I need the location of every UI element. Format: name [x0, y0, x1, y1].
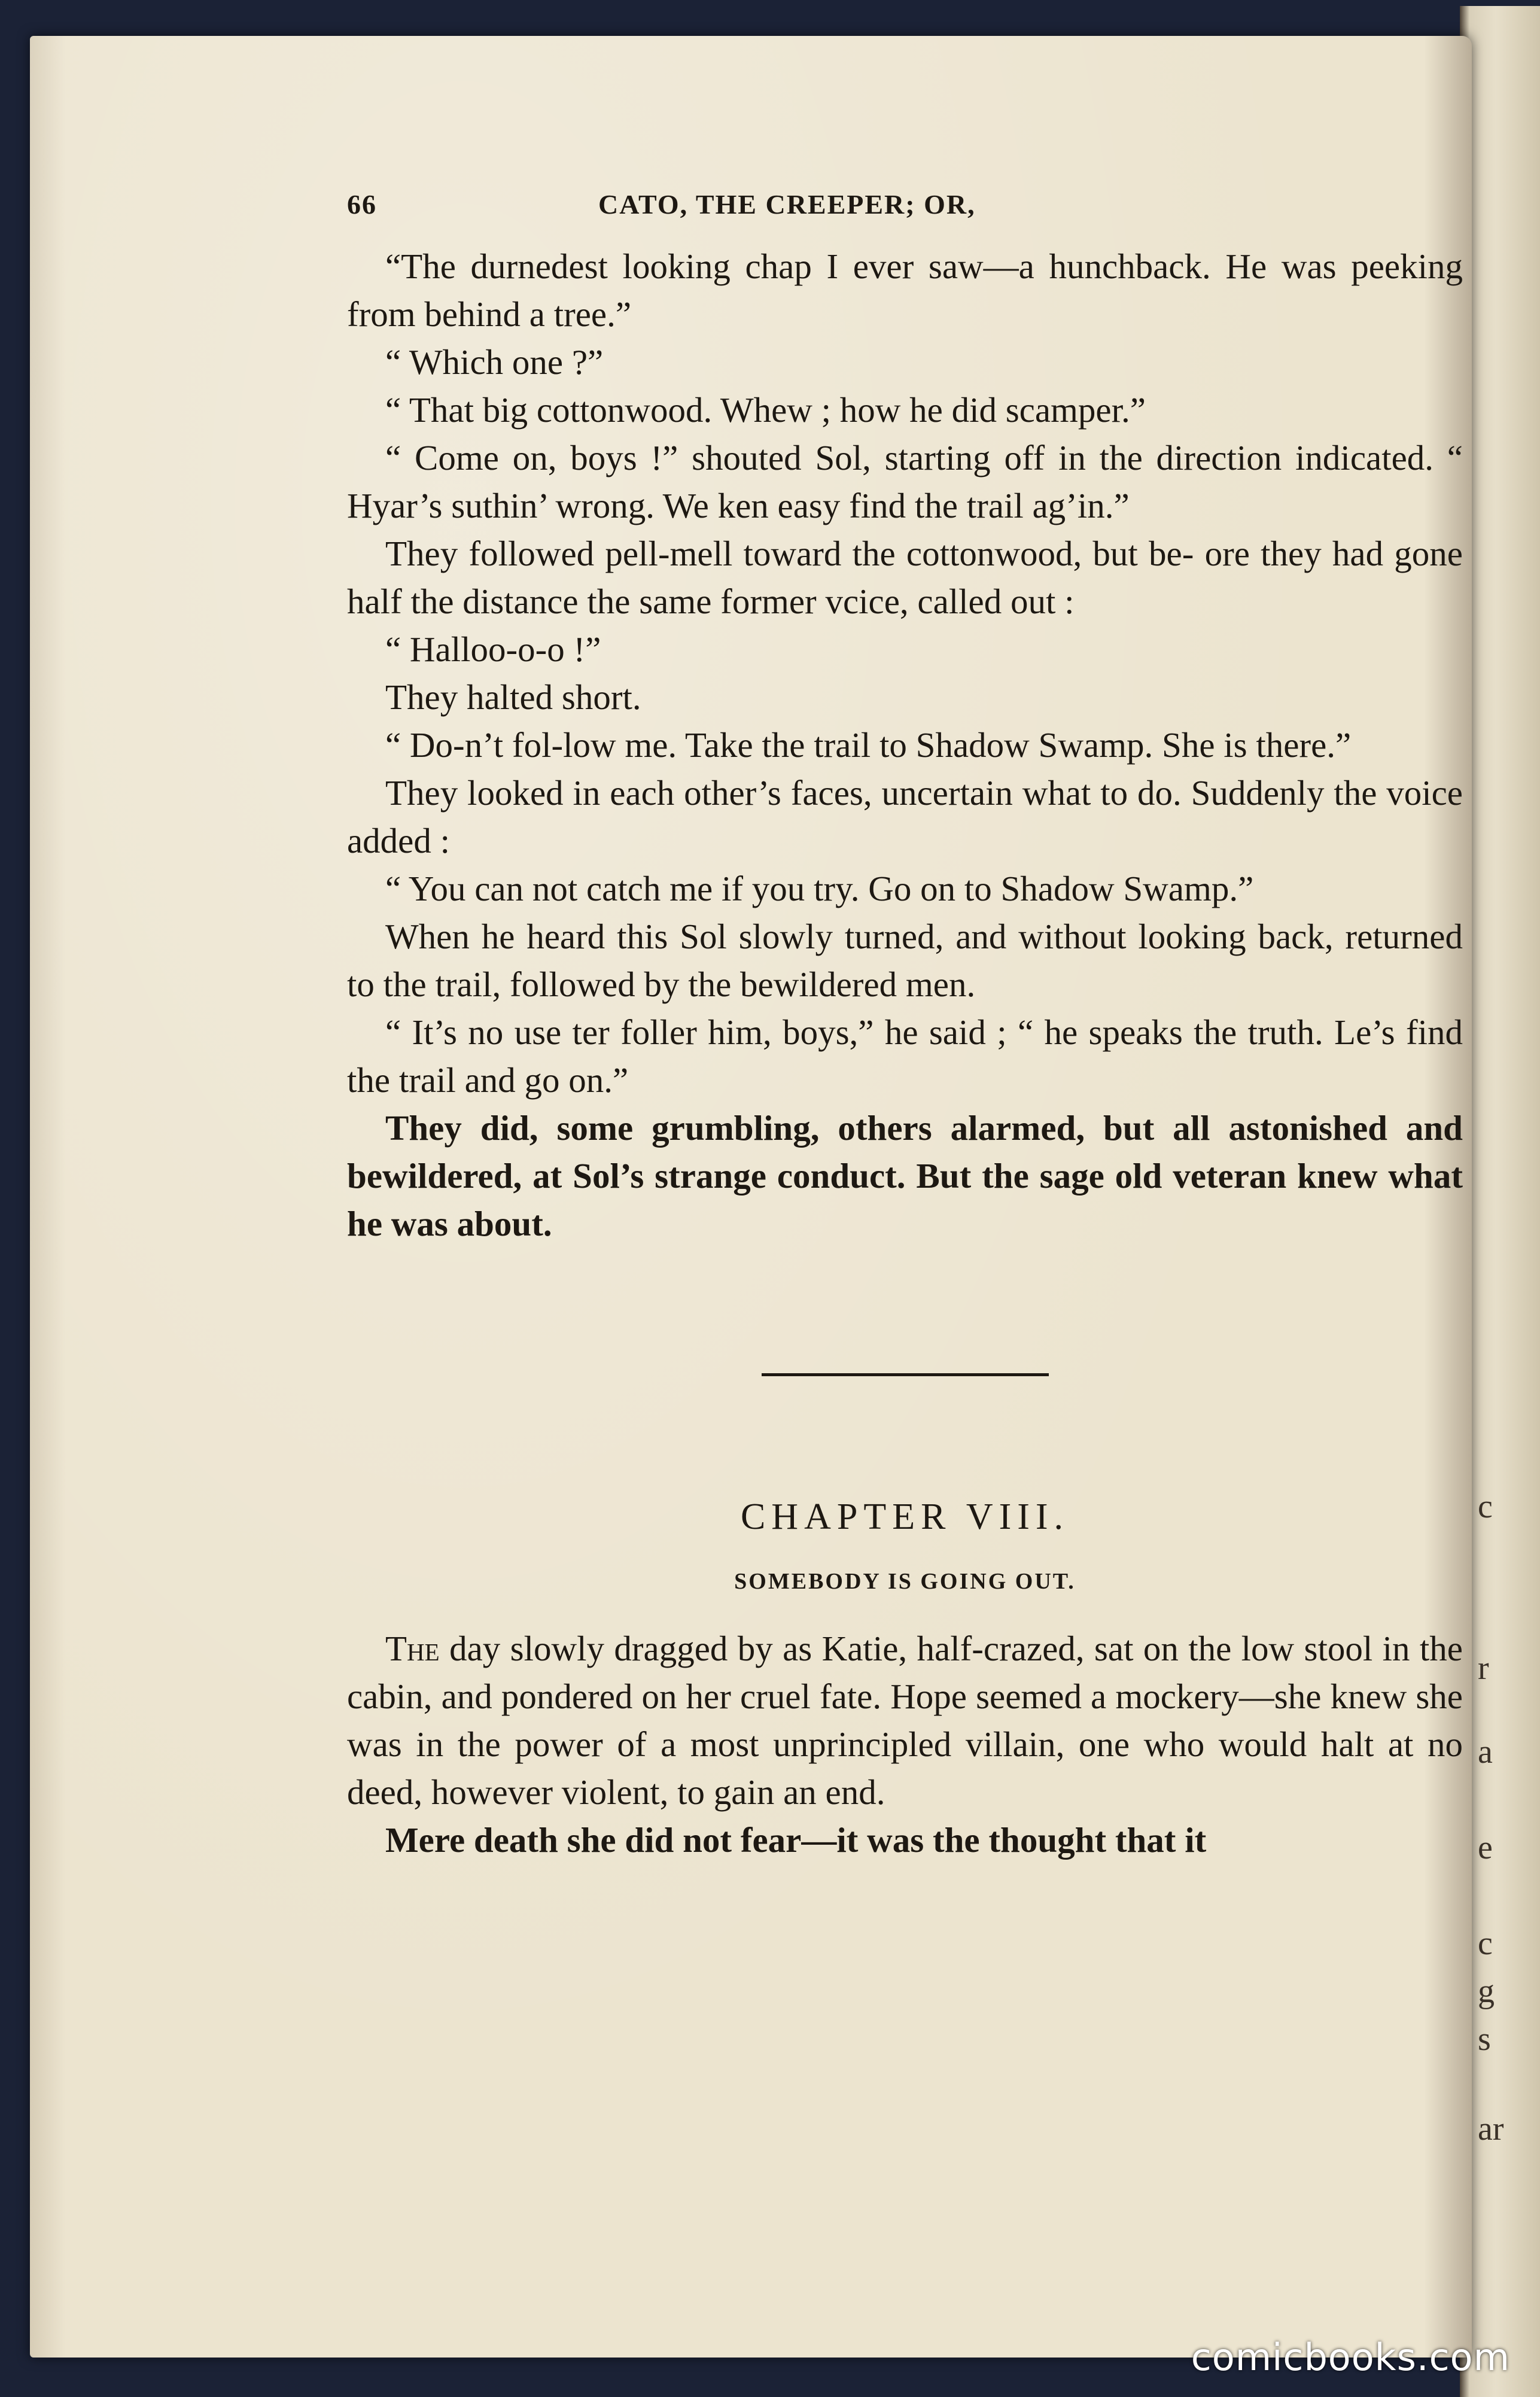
paragraph [347, 721, 1463, 769]
paragraph-text: When he heard this Sol slowly turned, and without looking back, returned to the trail, followed by the bewildered men. [347, 917, 1463, 1004]
paragraph-text: “ You can not catch me if you try. Go on to Shadow Swamp.” [385, 869, 1254, 908]
paragraph-text: “The durnedest looking chap I ever saw—a hunchback. He was peeking from behind a tree.” [347, 247, 1463, 334]
paragraph-text: day slowly dragged by as Katie, half-crazed, sat on the low stool in the cabin, and pondered on her cruel fate. Hope seemed a mockery—she knew she was in the power of a most unprincipled villain, one who would halt at no deed, however violent, to gain an end. [347, 1629, 1463, 1812]
adjacent-page-edge [1460, 6, 1540, 2397]
paragraph [347, 673, 1463, 721]
paragraph-text: They looked in each other’s faces, uncertain what to do. Suddenly the voice added : [347, 773, 1463, 860]
paragraphs-before-chapter [347, 242, 1463, 1248]
page-number: 66 [347, 189, 377, 220]
paragraph-text: They did, some grumbling, others alarmed, but all astonished and bewildered, at Sol’s strange conduct. But the sage old veteran knew what he was about. [347, 1108, 1463, 1243]
adjacent-page-fragment: ar [1478, 2110, 1504, 2147]
adjacent-page-fragment: c [1478, 1925, 1493, 1962]
paragraph-text: “ Come on, boys !” shouted Sol, starting off in the direction indicated. “ Hyar’s suthin’ wrong. We ken easy find the trail ag’in.” [347, 438, 1463, 525]
paragraph [347, 912, 1463, 1008]
adjacent-page-fragment: e [1478, 1829, 1493, 1866]
book-page [30, 36, 1472, 2358]
paragraph [347, 434, 1463, 530]
adjacent-page-fragment: a [1478, 1733, 1493, 1771]
paragraph-text: “ Which one ?” [385, 342, 604, 382]
paragraph-text: “ That big cottonwood. Whew ; how he did scamper.” [385, 390, 1146, 430]
paragraph [347, 1816, 1463, 1864]
section-divider-rule [762, 1373, 1049, 1376]
paragraph-text: They followed pell-mell toward the cottonwood, but be- ore they had gone half the distance the same former vcice, called out : [347, 534, 1463, 621]
paragraph [347, 1008, 1463, 1104]
chapter-subtitle: SOMEBODY IS GOING OUT. [734, 1569, 1076, 1594]
adjacent-page-fragment: c [1478, 1488, 1493, 1525]
running-head-title: CATO, THE CREEPER; OR, [598, 189, 976, 220]
paragraph [347, 530, 1463, 625]
page-text-block [347, 188, 1463, 1864]
paragraph [347, 1104, 1463, 1248]
paragraph-text: “ Do-n’t fol-low me. Take the trail to Shadow Swamp. She is there.” [385, 725, 1352, 765]
paragraph [347, 242, 1463, 338]
running-head [347, 188, 1463, 242]
paragraph-text: “ Halloo-o-o !” [385, 629, 601, 669]
paragraph [347, 1625, 1463, 1816]
paragraph [347, 625, 1463, 673]
paragraph [347, 338, 1463, 386]
paragraph [347, 865, 1463, 912]
paragraph [347, 386, 1463, 434]
paragraph-text: Mere death she did not fear—it was the thought that it [385, 1820, 1207, 1860]
paragraphs-after-chapter [347, 1625, 1463, 1864]
paragraph [347, 769, 1463, 865]
paragraph-text: “ It’s no use ter foller him, boys,” he said ; “ he speaks the truth. Le’s find the trail and go on.” [347, 1012, 1463, 1100]
chapter-title: CHAPTER VIII. [740, 1496, 1070, 1537]
site-watermark: comicbooks.com [1191, 2335, 1510, 2379]
adjacent-page-fragment: r [1478, 1650, 1489, 1687]
adjacent-page-fragment: g [1478, 1973, 1495, 2010]
paragraph-text: They halted short. [385, 677, 641, 717]
paragraph-lead-word: The [385, 1629, 440, 1668]
adjacent-page-fragment: s [1478, 2021, 1491, 2058]
